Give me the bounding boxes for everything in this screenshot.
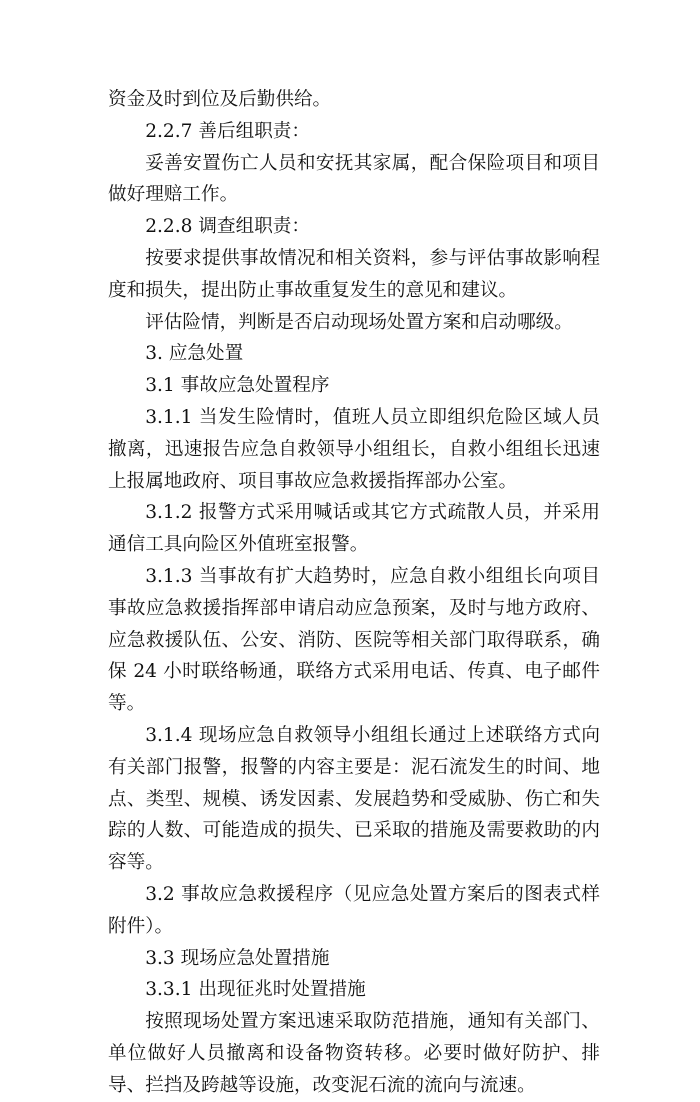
document-body bbox=[108, 84, 600, 1102]
paragraph-final: 按照现场处置方案迅速采取防范措施，通知有关部门、单位做好人员撤离和设备物资转移。必要时做好防护、排导、拦挡及跨越等设施，改变泥石流的流向与流速。 bbox=[108, 1011, 600, 1096]
paragraph-3-2: 3.2 事故应急救援程序（见应急处置方案后的图表式样附件）。 bbox=[108, 883, 600, 937]
section-heading-3-3: 3.3 现场应急处置措施 bbox=[145, 947, 330, 969]
paragraph-3-1-1: 3.1.1 当发生险情时，值班人员立即组织危险区域人员撤离，迅速报告应急自救领导小组组长，自救小组组长迅速上报属地政府、项目事故应急救援指挥部办公室。 bbox=[108, 406, 600, 492]
section-heading-2-2-8: 2.2.8 调查组职责： bbox=[145, 216, 310, 238]
section-heading-3-3-1: 3.3.1 出现征兆时处置措施 bbox=[145, 979, 366, 1001]
paragraph-3-1-4: 3.1.4 现场应急自救领导小组组长通过上述联络方式向有关部门报警，报警的内容主要是：泥石流发生的时间、地点、类型、规模、诱发因素、发展趋势和受威胁、伤亡和失踪的人数、可能造成的损失、已采取的措施及需要救助的内容等。 bbox=[108, 724, 600, 874]
paragraph-5: 评估险情，判断是否启动现场处置方案和启动哪级。 bbox=[145, 311, 573, 333]
section-heading-2-2-7: 2.2.7 善后组职责： bbox=[145, 120, 310, 142]
paragraph-4: 按要求提供事故情况和相关资料，参与评估事故影响程度和损失，提出防止事故重复发生的意见和建议。 bbox=[108, 247, 600, 301]
paragraph-3-1-3: 3.1.3 当事故有扩大趋势时，应急自救小组组长向项目事故应急救援指挥部申请启动应急预案，及时与地方政府、应急救援队伍、公安、消防、医院等相关部门取得联系，确保 24 小时联络畅通，联络方式采用电话、传真、电子邮件等。 bbox=[108, 565, 600, 715]
paragraph-0: 资金及时到位及后勤供给。 bbox=[108, 89, 332, 110]
section-heading-3: 3. 应急处置 bbox=[145, 343, 244, 365]
paragraph-3-1-2: 3.1.2 报警方式采用喊话或其它方式疏散人员，并采用通信工具向险区外值班室报警。 bbox=[108, 502, 600, 556]
paragraph-2: 妥善安置伤亡人员和安抚其家属，配合保险项目和项目做好理赔工作。 bbox=[108, 152, 600, 206]
section-heading-3-1: 3.1 事故应急处置程序 bbox=[145, 375, 330, 397]
